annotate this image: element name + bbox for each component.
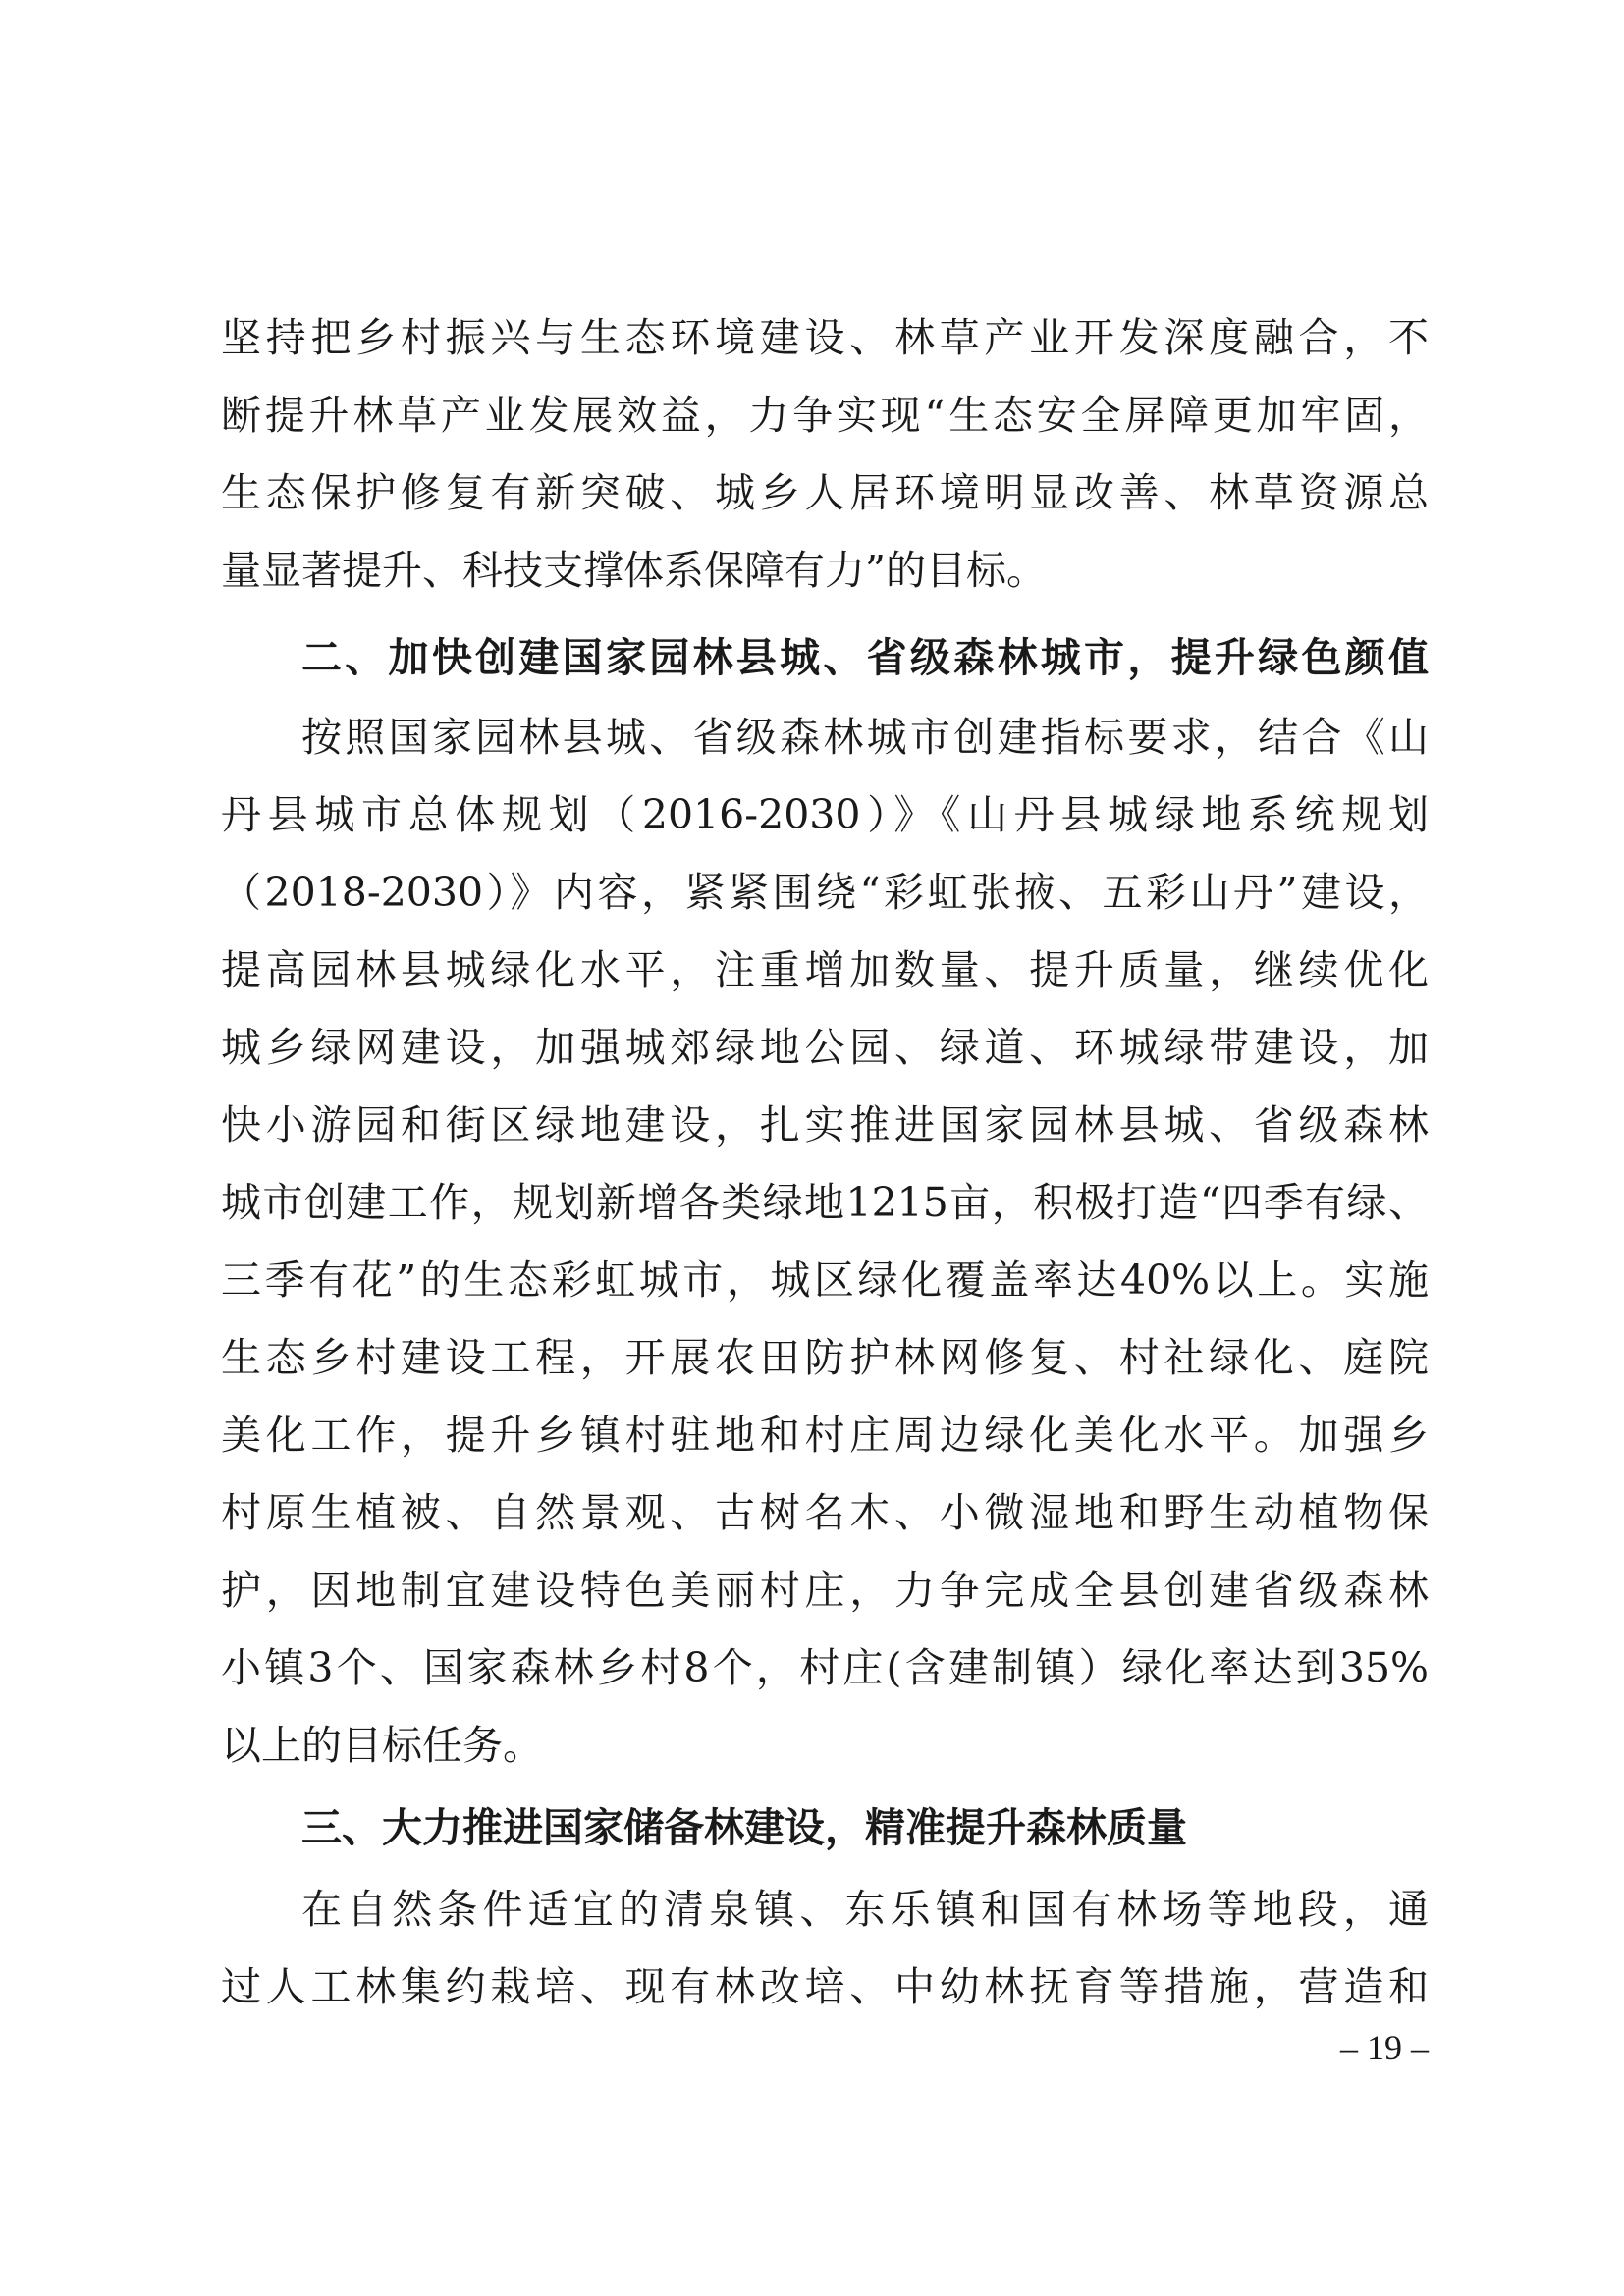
paragraph-line: 美化工作，提升乡镇村驻地和村庄周边绿化美化水平。加强乡 — [221, 1412, 1429, 1459]
paragraph-line: 提高园林县城绿化水平，注重增加数量、提升质量，继续优化 — [221, 946, 1429, 993]
section-heading-3: 三、大力推进国家储备林建设，精准提升森林质量 — [301, 1804, 1187, 1851]
paragraph-line: 过人工林集约栽培、现有林改培、中幼林抚育等措施，营造和 — [221, 1963, 1429, 2010]
paragraph-line: 在自然条件适宜的清泉镇、东乐镇和国有林场等地段，通 — [301, 1886, 1429, 1933]
paragraph-line: 生态乡村建设工程，开展农田防护林网修复、村社绿化、庭院 — [221, 1334, 1429, 1381]
paragraph-line: （2018-2030）》内容，紧紧围绕“彩虹张掖、五彩山丹”建设， — [221, 869, 1429, 916]
paragraph-line: 快小游园和街区绿地建设，扎实推进国家园林县城、省级森林 — [221, 1101, 1429, 1148]
paragraph-line: 三季有花”的生态彩虹城市，城区绿化覆盖率达40%以上。实施 — [221, 1256, 1429, 1304]
paragraph-line: 量显著提升、科技支撑体系保障有力”的目标。 — [221, 547, 1047, 594]
paragraph-line: 城市创建工作，规划新增各类绿地1215亩，积极打造“四季有绿、 — [221, 1179, 1429, 1226]
paragraph-line: 断提升林草产业发展效益，力争实现“生态安全屏障更加牢固， — [221, 392, 1429, 439]
paragraph-line: 小镇3个、国家森林乡村8个，村庄(含建制镇）绿化率达到35% — [221, 1644, 1429, 1691]
paragraph-line: 护，因地制宜建设特色美丽村庄，力争完成全县创建省级森林 — [221, 1567, 1429, 1614]
paragraph-line: 城乡绿网建设，加强城郊绿地公园、绿道、环城绿带建设，加 — [221, 1024, 1429, 1071]
paragraph-line: 丹县城市总体规划（2016-2030）》《山丹县城绿地系统规划 — [221, 791, 1429, 838]
paragraph-line: 以上的目标任务。 — [221, 1722, 543, 1769]
section-heading-2: 二、加快创建国家园林县城、省级森林城市，提升绿色颜值 — [301, 634, 1429, 681]
paragraph-line: 坚持把乡村振兴与生态环境建设、林草产业开发深度融合，不 — [221, 314, 1429, 361]
paragraph-line: 生态保护修复有新突破、城乡人居环境明显改善、林草资源总 — [221, 469, 1429, 516]
paragraph-line: 村原生植被、自然景观、古树名木、小微湿地和野生动植物保 — [221, 1489, 1429, 1536]
paragraph-line: 按照国家园林县城、省级森林城市创建指标要求，结合《山 — [301, 714, 1429, 761]
page-number: – 19 – — [1340, 2028, 1429, 2067]
